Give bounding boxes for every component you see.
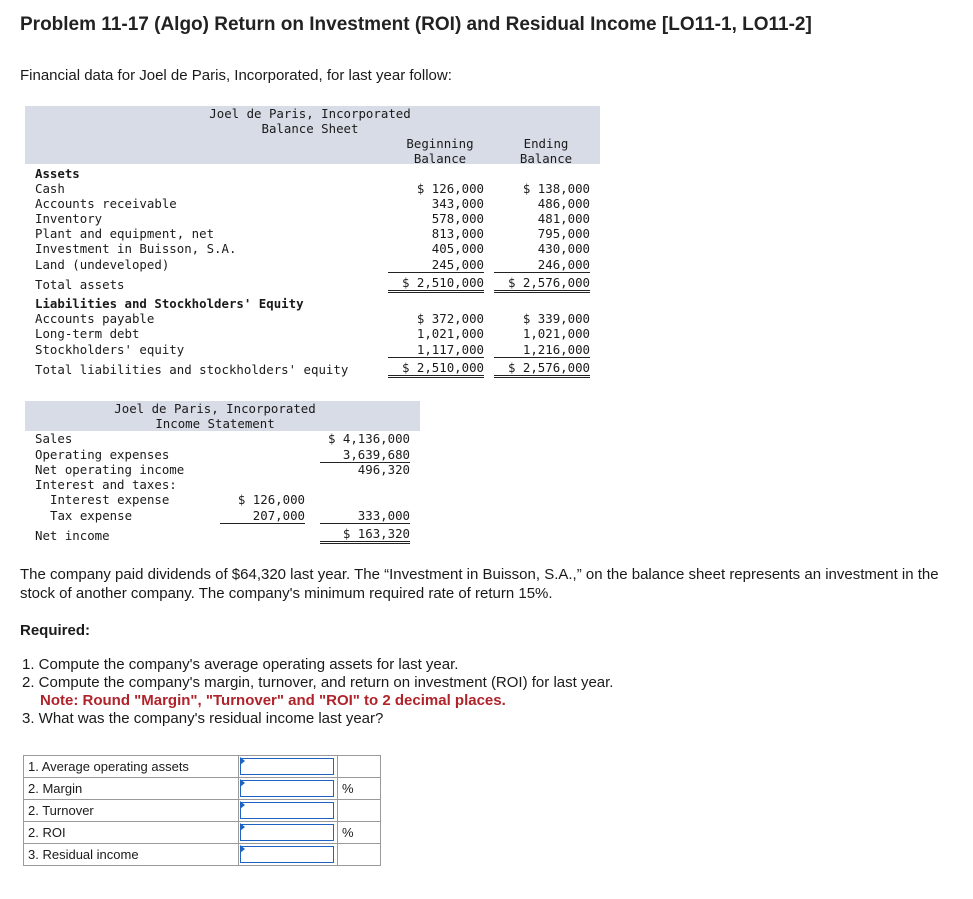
- flag-icon: [240, 845, 245, 853]
- total-assets-label: Total assets: [35, 277, 125, 292]
- roi-input[interactable]: [240, 824, 334, 841]
- total-assets-begin: $ 2,510,000: [388, 275, 484, 293]
- sales-label: Sales: [35, 431, 73, 446]
- tax-label: Tax expense: [50, 508, 133, 523]
- asset-end: 481,000: [537, 211, 590, 226]
- requirement-1: 1. Compute the company's average operating assets for last year.: [22, 656, 459, 673]
- interest-value: $ 126,000: [237, 492, 305, 507]
- average-operating-assets-input[interactable]: [240, 758, 334, 775]
- assets-heading: Assets: [35, 166, 80, 181]
- answer-label: 2. Margin: [24, 778, 239, 800]
- int-tax-heading: Interest and taxes:: [35, 477, 177, 492]
- asset-begin: 813,000: [431, 226, 484, 241]
- noi-value: 496,320: [357, 462, 410, 477]
- requirements-list: [22, 656, 613, 728]
- total-liab-begin: $ 2,510,000: [388, 360, 484, 378]
- asset-end: 430,000: [537, 241, 590, 256]
- tax-value: 207,000: [220, 508, 305, 524]
- problem-paragraph: The company paid dividends of $64,320 last year. The “Investment in Buisson, S.A.,” on the balance sheet represents an investment in the stock of another company. The company's minimum required rate of return 15%.: [20, 566, 939, 602]
- net-income-value: $ 163,320: [320, 526, 410, 544]
- liability-end: 1,216,000: [494, 342, 590, 358]
- noi-label: Net operating income: [35, 462, 185, 477]
- answer-row: [24, 778, 381, 800]
- liability-label: Stockholders' equity: [35, 342, 185, 357]
- bs-subtitle: Balance Sheet: [261, 121, 359, 136]
- answer-unit: %: [338, 778, 381, 800]
- interest-label: Interest expense: [50, 492, 170, 507]
- rounding-note: Note: Round "Margin", "Turnover" and "ROI" to 2 decimal places.: [40, 692, 506, 709]
- requirement-3: 3. What was the company's residual income last year?: [22, 710, 384, 727]
- answer-row: [24, 844, 381, 866]
- asset-begin: 405,000: [431, 241, 484, 256]
- liability-end: $ 339,000: [522, 311, 590, 326]
- asset-begin: 245,000: [388, 257, 484, 273]
- bs-company: Joel de Paris, Incorporated: [209, 106, 411, 121]
- asset-begin: 343,000: [431, 196, 484, 211]
- required-label: Required:: [20, 622, 91, 639]
- opex-label: Operating expenses: [35, 447, 170, 462]
- int-tax-total: 333,000: [320, 508, 410, 524]
- total-liab-end: $ 2,576,000: [494, 360, 590, 378]
- answer-table: [23, 755, 381, 866]
- liability-begin: 1,117,000: [388, 342, 484, 358]
- answer-label: 2. ROI: [24, 822, 239, 844]
- total-liab-label: Total liabilities and stockholders' equity: [35, 362, 349, 377]
- answer-unit: [338, 844, 381, 866]
- asset-label: Cash: [35, 181, 65, 196]
- answer-unit: [338, 756, 381, 778]
- flag-icon: [240, 801, 245, 809]
- turnover-input[interactable]: [240, 802, 334, 819]
- answer-label: 1. Average operating assets: [24, 756, 239, 778]
- asset-label: Plant and equipment, net: [35, 226, 215, 241]
- liability-begin: 1,021,000: [416, 326, 484, 341]
- answer-label: 2. Turnover: [24, 800, 239, 822]
- answer-row: [24, 800, 381, 822]
- liability-label: Long-term debt: [35, 326, 140, 341]
- is-subtitle: Income Statement: [155, 416, 275, 431]
- flag-icon: [240, 823, 245, 831]
- answer-unit: %: [338, 822, 381, 844]
- bs-col-begin: Beginning Balance: [406, 136, 474, 166]
- bs-col-end: Ending Balance: [519, 136, 573, 166]
- asset-label: Inventory: [35, 211, 103, 226]
- asset-begin: 578,000: [431, 211, 484, 226]
- liability-end: 1,021,000: [522, 326, 590, 341]
- flag-icon: [240, 779, 245, 787]
- answer-row: [24, 822, 381, 844]
- is-company: Joel de Paris, Incorporated: [114, 401, 316, 416]
- margin-input[interactable]: [240, 780, 334, 797]
- liabilities-heading: Liabilities and Stockholders' Equity: [35, 296, 304, 311]
- residual-income-input[interactable]: [240, 846, 334, 863]
- answer-unit: [338, 800, 381, 822]
- liability-label: Accounts payable: [35, 311, 155, 326]
- asset-begin: $ 126,000: [416, 181, 484, 196]
- asset-label: Land (undeveloped): [35, 257, 170, 272]
- asset-end: 246,000: [494, 257, 590, 273]
- asset-end: 795,000: [537, 226, 590, 241]
- asset-label: Accounts receivable: [35, 196, 177, 211]
- intro-text: Financial data for Joel de Paris, Incorporated, for last year follow:: [20, 67, 452, 84]
- asset-end: 486,000: [537, 196, 590, 211]
- asset-label: Investment in Buisson, S.A.: [35, 241, 237, 256]
- sales-value: $ 4,136,000: [327, 431, 410, 446]
- total-assets-end: $ 2,576,000: [494, 275, 590, 293]
- opex-value: 3,639,680: [320, 447, 410, 463]
- requirement-2: 2. Compute the company's margin, turnover, and return on investment (ROI) for last year.: [22, 674, 614, 691]
- flag-icon: [240, 757, 245, 765]
- net-income-label: Net income: [35, 528, 110, 543]
- liability-begin: $ 372,000: [416, 311, 484, 326]
- asset-end: $ 138,000: [522, 181, 590, 196]
- problem-title: Problem 11-17 (Algo) Return on Investment (ROI) and Residual Income [LO11-1, LO11-2]: [20, 14, 812, 35]
- answer-row: [24, 756, 381, 778]
- answer-label: 3. Residual income: [24, 844, 239, 866]
